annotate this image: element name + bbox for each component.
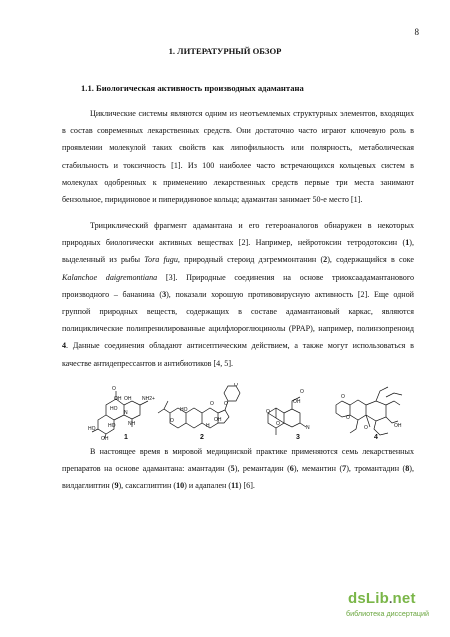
atom-label: O [224, 401, 228, 407]
dslib-logo [348, 590, 416, 607]
atom-label: O [210, 401, 214, 407]
compound-number: 5 [230, 464, 235, 474]
compound-number: 3 [162, 289, 167, 299]
atom-label: O [300, 389, 304, 395]
structures-drawing [88, 383, 414, 441]
paragraph-1-text: Циклические системы являются одним из неотъемлемых структурных элементов, входящих в состав современных лекарственных средств. Они достаточно часто играют ключевую роль в проявлении молекулой таких свойств как липофильность или полярность, метаболическая стабильность и токсичность [1]. Из 100 наиболее часто встречающихся кольцевых систем в молекулах одобренных к применению лекарственных средств первые три места занимают бензольное, пиридиновое и пиперидиновое кольца; адамантан занимает 50-е место [1]. [62, 109, 414, 205]
atom-label: OH [124, 396, 132, 402]
logo-tld: net [392, 590, 416, 607]
paragraph-2 [62, 217, 414, 372]
species-name: Kalanchoe daigremontiana [62, 272, 158, 282]
structure-4 [336, 387, 402, 435]
logo-main: dsLib [348, 590, 389, 607]
atom-label: HO [88, 426, 96, 432]
text-run: Трициклический фрагмент адамантана и его гетероаналогов обнаружен в некоторых природных биологически активных веществах [2]. Например, нейротоксин тетродотоксин ( [62, 221, 414, 248]
text-run: ) и адапален ( [184, 481, 232, 491]
logo-dot: . [389, 592, 393, 606]
atom-label: O [266, 409, 270, 415]
atom-label: O [112, 386, 116, 392]
compound-number: 4 [62, 341, 67, 351]
text-run: В настоящее время в мировой медицинской практике применяются семь лекарственных препаратов на основе адамантана: амантадин ( [62, 447, 414, 474]
text-run: ), мемантин ( [293, 464, 343, 474]
text-run: ), саксаглиптин ( [118, 481, 177, 491]
compound-number: 8 [405, 464, 410, 474]
dslib-watermark[interactable] [348, 590, 448, 630]
species-name: Tora fugu, [144, 255, 180, 265]
text-run: ), показали хорошую противовирусную активность [2]. Еще одной группой природных веществ, содержащих в составе адамантановый каркас, являются полициклические полипренилированные ацилфлороглюцинолы (PPAP), например, полинзопреноид [62, 289, 414, 334]
atom-label: OH [293, 399, 301, 405]
section-heading: 1.1. Биологическая активность производных адамантана [81, 83, 304, 93]
compound-number: 10 [176, 481, 185, 491]
atom-label: O [346, 415, 350, 421]
paragraph-1 [62, 105, 414, 208]
atom-label: N [306, 425, 310, 431]
atom-label: O [170, 418, 174, 424]
compound-number: 11 [231, 481, 239, 491]
compound-number: 2 [323, 255, 328, 265]
atom-label: OH [114, 396, 122, 402]
page-number: 8 [414, 27, 419, 37]
paragraph-3 [62, 443, 414, 495]
text-run: ), выделенный из рыбы [62, 238, 414, 265]
atom-label: HO [180, 407, 188, 413]
atom-label: O [341, 394, 345, 400]
text-run: . Данные соединения обладают антисептическим действием, а также могут использоваться в качестве антидепрессантов и антибиотиков [4, 5]. [62, 341, 414, 368]
atom-label: N [124, 410, 128, 416]
atom-label: H [206, 423, 210, 429]
text-run: ), тромантадин ( [346, 464, 406, 474]
atom-label: O [276, 421, 280, 427]
text-run: ), вилдаглиптин ( [62, 464, 414, 491]
compound-number: 9 [114, 481, 119, 491]
chemical-structures-figure [88, 383, 414, 441]
text-run: ), ремантадин ( [234, 464, 290, 474]
atom-label: OH [101, 436, 109, 441]
structure-4-label: 4 [374, 434, 378, 441]
atom-label: HO [108, 423, 116, 429]
atom-label: O [234, 383, 238, 388]
text-run: природный стероид дэгреммонтанин ( [179, 255, 324, 265]
text-run: ) [6]. [238, 481, 255, 491]
atom-label: NH2+ [142, 396, 155, 402]
compound-number: 7 [342, 464, 347, 474]
structure-1-label: 1 [124, 434, 128, 441]
watermark-subtitle: библиотека диссертаций [346, 609, 430, 618]
atom-label: NH [128, 421, 136, 427]
atom-label: OH [394, 423, 402, 429]
compound-number: 1 [405, 238, 410, 248]
structure-2-label: 2 [200, 434, 204, 441]
text-run: [3]. Природные соединения на основе триоксаадамантанового производного – бананина ( [62, 272, 414, 299]
atom-label: O [364, 425, 368, 431]
text-run: ), содержащийся в соке [327, 255, 414, 265]
compound-number: 6 [289, 464, 294, 474]
atom-label: OH [214, 417, 222, 423]
chapter-heading: 1. ЛИТЕРАТУРНЫЙ ОБЗОР [168, 46, 282, 56]
structure-3-label: 3 [296, 434, 300, 441]
atom-label: HO [110, 406, 118, 412]
